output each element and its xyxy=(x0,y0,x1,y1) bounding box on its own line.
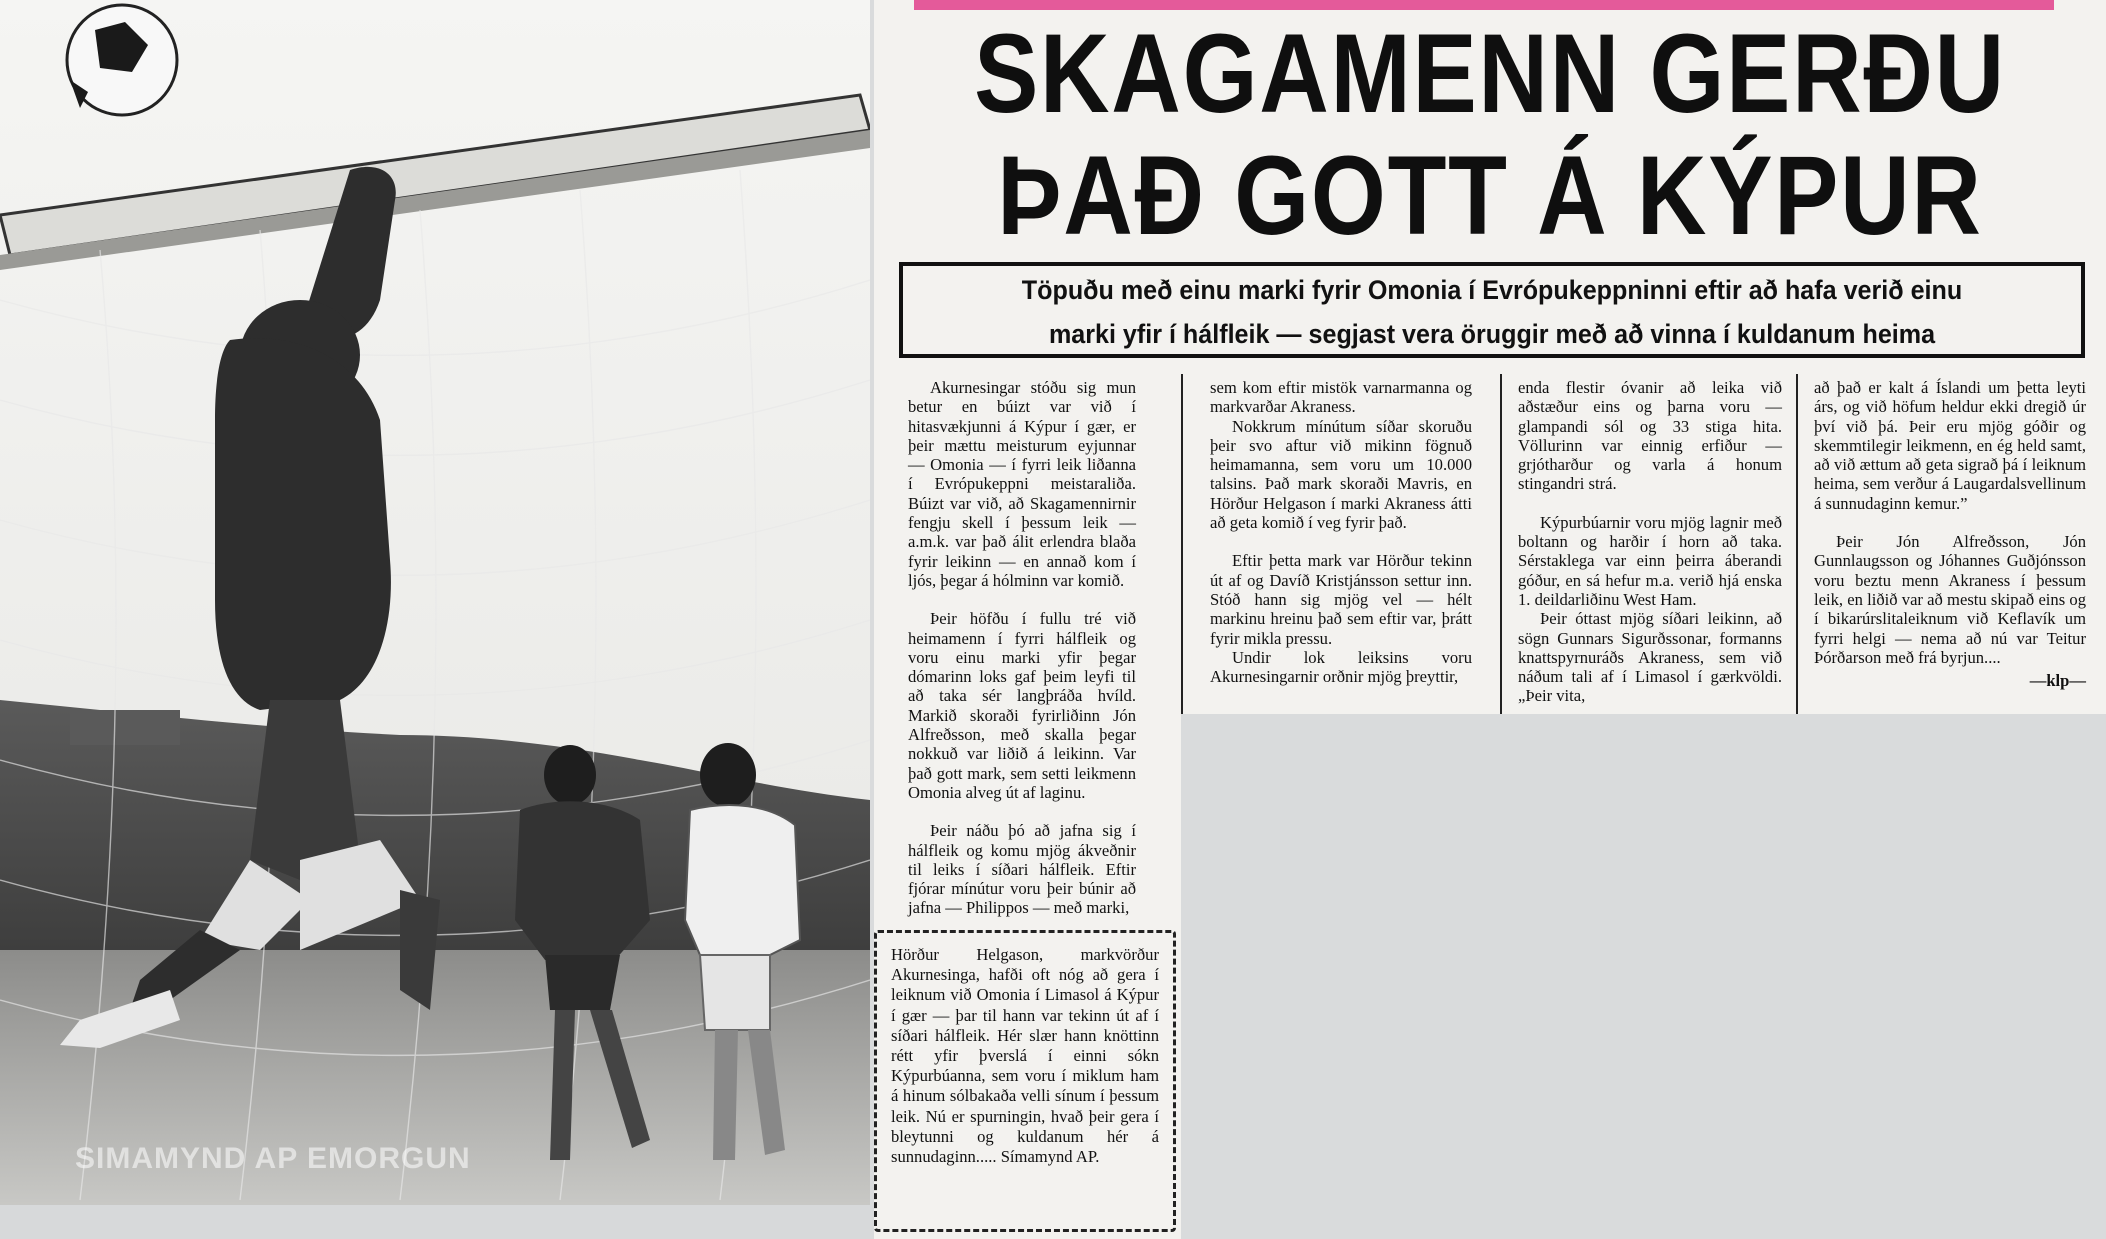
paragraph: Undir lok leiksins voru Akurnesingarnir orðnir mjög þreyttir, xyxy=(1210,647,1472,687)
paragraph: Kýpurbúarnir voru mjög lagnir með boltann og harðir í horn að taka. Sérstaklega var einn þeirra áberandi góður, en sá hefur m.a. verið hjá enska 1. deildarliðinu West Ham. xyxy=(1518,512,1782,609)
paragraph: Akurnesingar stóðu sig mun betur en búizt var við í hitasvækjunni á Kýpur í gær, er þeir mættu meisturum eyjunnar — Omonia — í fyrri leik liðanna í Evrópukeppni meistaraliða. Búizt var við, að Skagamennirnir fengju skell í þessum leik — a.m.k. var það álit erlendra blaða fyrir leikinn — en annað kom í ljós, þegar á hólminn var komið. xyxy=(908,378,1136,590)
photo-bottom-margin xyxy=(0,1205,870,1239)
match-photo xyxy=(0,0,870,1239)
column-rule-3 xyxy=(1796,374,1798,714)
subheadline-box xyxy=(899,262,2085,358)
paragraph: enda flestir óvanir að leika við aðstæður eins og þarna voru — glampandi sól og 33 stiga hita. Völlurinn var einnig erfiður — grjótharður og varla á honum stingandri strá. xyxy=(1518,378,1782,494)
paragraph: Þeir óttast mjög síðari leikinn, að sögn Gunnars Sigurðssonar, formanns knattspyrnuráðs Akraness, sem við náðum tali af í Limasol í gærkvöldi. „Þeir vita, xyxy=(1518,609,1782,706)
paragraph: Þeir Jón Alfreðsson, Jón Gunnlaugsson og Jóhannes Guðjónsson voru beztu menn Akraness í þessum leik, en liðið var að mestu skipað eins og í bikarúrslitaleiknum við Keflavík um fyrri helgi — nema að nú var Teitur Þórðarson með frá byrjun.... xyxy=(1814,532,2086,667)
headline-line-1: SKAGAMENN GERÐU xyxy=(974,11,2006,136)
paragraph: Þeir höfðu í fullu tré við heimamenn í fyrri hálfleik og voru einu marki yfir þegar dómarinn loks gaf þeim leyfi til að taka sér langþráða hvíld. Markið skoraði fyrirliðinn Jón Alfreðsson, með skalla þegar nokkuð var liðið á leikinn. Var það gott mark, sem setti leikmenn Omonia alveg út af laginu. xyxy=(908,609,1136,802)
article-column-4 xyxy=(1814,378,2086,690)
paragraph: Eftir þetta mark var Hörður tekinn út af og Davíð Kristjánsson settur inn. Stóð hann sig mjög vel — hélt markinu hreinu það sem eftir var, þrátt fyrir mikla pressu. xyxy=(1210,551,1472,648)
author-signoff: —klp— xyxy=(2029,671,2086,691)
article-column-3 xyxy=(1518,378,1782,706)
column-rule-2 xyxy=(1500,374,1502,714)
subheadline-line-1: Töpuðu með einu marki fyrir Omonia í Evrópukeppninni eftir að hafa verið einu xyxy=(1021,275,1963,305)
subheadline-line-2: marki yfir í hálfleik — segjast vera öruggir með að vinna í kuldanum heima xyxy=(1048,319,1936,349)
headline-line-2: ÞAÐ GOTT Á KÝPUR xyxy=(997,133,1983,258)
paragraph: sem kom eftir mistök varnarmanna og markvarðar Akraness. xyxy=(1210,378,1472,417)
photo-caption-box xyxy=(874,930,1176,1232)
paragraph: að það er kalt á Íslandi um þetta leyti árs, og við höfum heldur ekki dregið úr því við þá. Þeir eru mjög góðir og skemmtilegir leikmenn, en ég held samt, að við ættum að geta sigrað þá í leiknum heima, sem verður á Laugardalsvellinum á sunnudaginn kemur.” xyxy=(1814,378,2086,513)
accent-strip xyxy=(914,0,2054,10)
photo-caption: Hörður Helgason, markvörður Akurnesinga, hafði oft nóg að gera í leiknum við Omonia í Limasol á Kýpur í gær — þar til hann var tekinn út af í síðari hálfleik. Hér slær hann knöttinn rétt yfir þverslá í einni sókn Kýpurbúanna, sem voru í miklum ham á hinum sólbakaða velli sínum í þessum leik. Nú er spurningin, hvað þeir gera í bleytunni og kuldanum hér á sunnudaginn..... Símamynd AP. xyxy=(891,945,1159,1167)
paragraph: Þeir náðu þó að jafna sig í hálfleik og komu mjög ákveðnir til leiks í síðari hálfleik. Eftir fjórar mínútur voru þeir búnir að jafna — Philippos — með marki, xyxy=(908,821,1136,918)
article-column-1 xyxy=(908,378,1136,918)
photo-credit: SIMAMYND AP EMORGUN xyxy=(75,1142,471,1175)
blank-area xyxy=(1181,714,2106,1239)
goalkeeper-save-illustration xyxy=(0,0,870,1205)
paragraph: Nokkrum mínútum síðar skoruðu þeir svo aftur við mikinn fögnuð heimamanna, sem voru um 10.000 talsins. Það mark skoraði Mavris, en Hörður Helgason í marki Akraness átti að geta komið í veg fyrir það. xyxy=(1210,416,1472,533)
article-column-2 xyxy=(1210,378,1472,686)
article xyxy=(874,0,2106,1239)
